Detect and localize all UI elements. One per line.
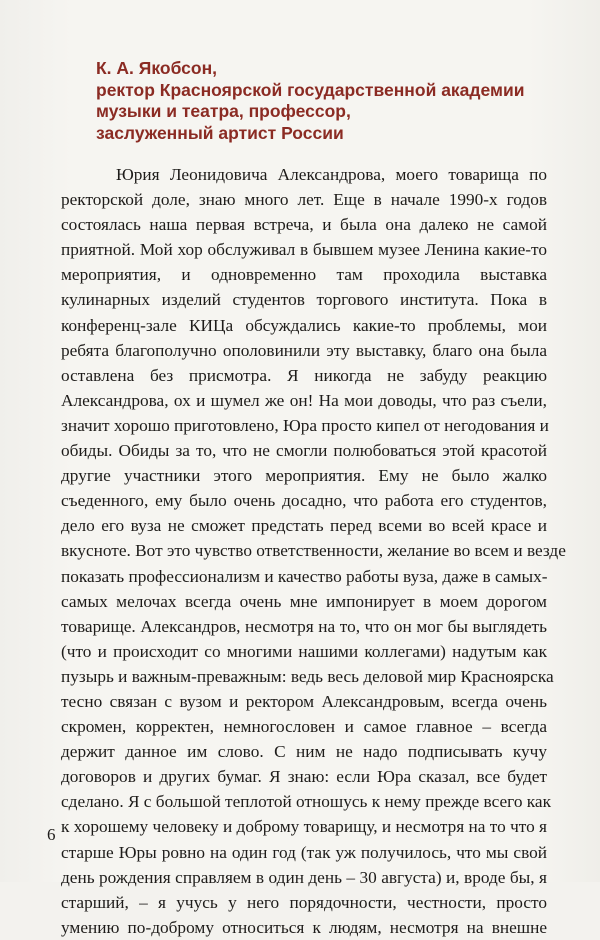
author-name: К. А. Якобсон, — [96, 58, 217, 78]
text-line: другие участники этого мероприятия. Ему не было жалко — [61, 466, 547, 486]
text-line: показать профессионализм и качество работы вуза, даже в самых- — [61, 566, 548, 586]
text-line: держит данное им слово. С ним не надо подписывать кучу — [61, 742, 547, 762]
text-line: Юрия Леонидовича Александрова, моего товарища по — [116, 165, 547, 184]
text-line: старше Юры ровно на один год (так уж получилось, что мы свой — [61, 842, 547, 862]
text-line: пузырь и важным-преважным: ведь весь деловой мир Красноярска — [61, 666, 554, 686]
text-line: обиды. Обиды за то, что не смогли полюбоваться этой красотой — [61, 441, 547, 461]
text-line: ректорской доле, знаю много лет. Еще в начале 1990-х годов — [61, 190, 547, 210]
text-line: ребята благополучно ополовинили эту выставку, благо она была — [61, 340, 547, 360]
text-line: товарище. Александров, несмотря на то, что он мог бы выглядеть — [61, 616, 547, 636]
text-line: дело его вуза не сможет предстать перед всеми во всей красе и — [61, 516, 547, 536]
text-line: (что и происходит со многими нашими коллегами) надутым как — [61, 641, 547, 661]
page-number: 6 — [47, 825, 56, 844]
text-line: приятной. Мой хор обслуживал в бывшем музее Ленина какие-то — [61, 240, 547, 260]
author-title-line-2: музыки и театра, профессор, — [96, 101, 351, 121]
text-line: старший, – я учусь у него порядочности, честности, просто — [61, 892, 547, 912]
author-title-line-3: заслуженный артист России — [96, 122, 344, 143]
text-line: Александрова, ох и шумел же он! На мои доводы, что раз съели, — [61, 390, 547, 410]
text-line: съеденного, ему было очень досадно, что работа его студентов, — [61, 491, 547, 511]
text-line: скромен, корректен, немногословен и самое главное – всегда — [61, 717, 547, 737]
author-heading — [96, 58, 566, 144]
text-line: оставлена без присмотра. Я никогда не забуду реакцию — [61, 365, 547, 385]
text-line: вкусноте. Вот это чувство ответственности, желание во всем и везде — [61, 541, 566, 561]
text-line: умению по-доброму относиться к людям, несмотря на внешне — [61, 917, 547, 937]
text-line: тесно связан с вузом и ректором Александровым, всегда очень — [61, 691, 547, 711]
text-line: кулинарных изделий студентов торгового института. Пока в — [61, 290, 547, 310]
text-line: день рождения справляем в один день – 30 августа) и, вроде бы, я — [61, 867, 547, 887]
text-line: мероприятия, и одновременно там проходила выставка — [61, 265, 547, 285]
body-paragraph — [61, 162, 566, 940]
text-line: к хорошему человеку и доброму товарищу, и несмотря на то что я — [61, 817, 547, 837]
text-line: сделано. Я с большой теплотой отношусь к нему прежде всего как — [61, 792, 551, 812]
text-line: договоров и других бумаг. Я знаю: если Юра сказал, все будет — [61, 767, 547, 787]
text-line: самых мелочах всегда очень мне импонирует в моем дорогом — [61, 591, 547, 611]
author-title-line-1: ректор Красноярской государственной академии — [96, 79, 525, 100]
text-line: конференц-зале КИЦа обсуждались какие-то проблемы, мои — [61, 315, 547, 335]
text-line: значит хорошо приготовлено, Юра просто кипел от негодования и — [61, 415, 549, 435]
text-line: состоялась наша первая встреча, и была она далеко не самой — [61, 215, 547, 235]
